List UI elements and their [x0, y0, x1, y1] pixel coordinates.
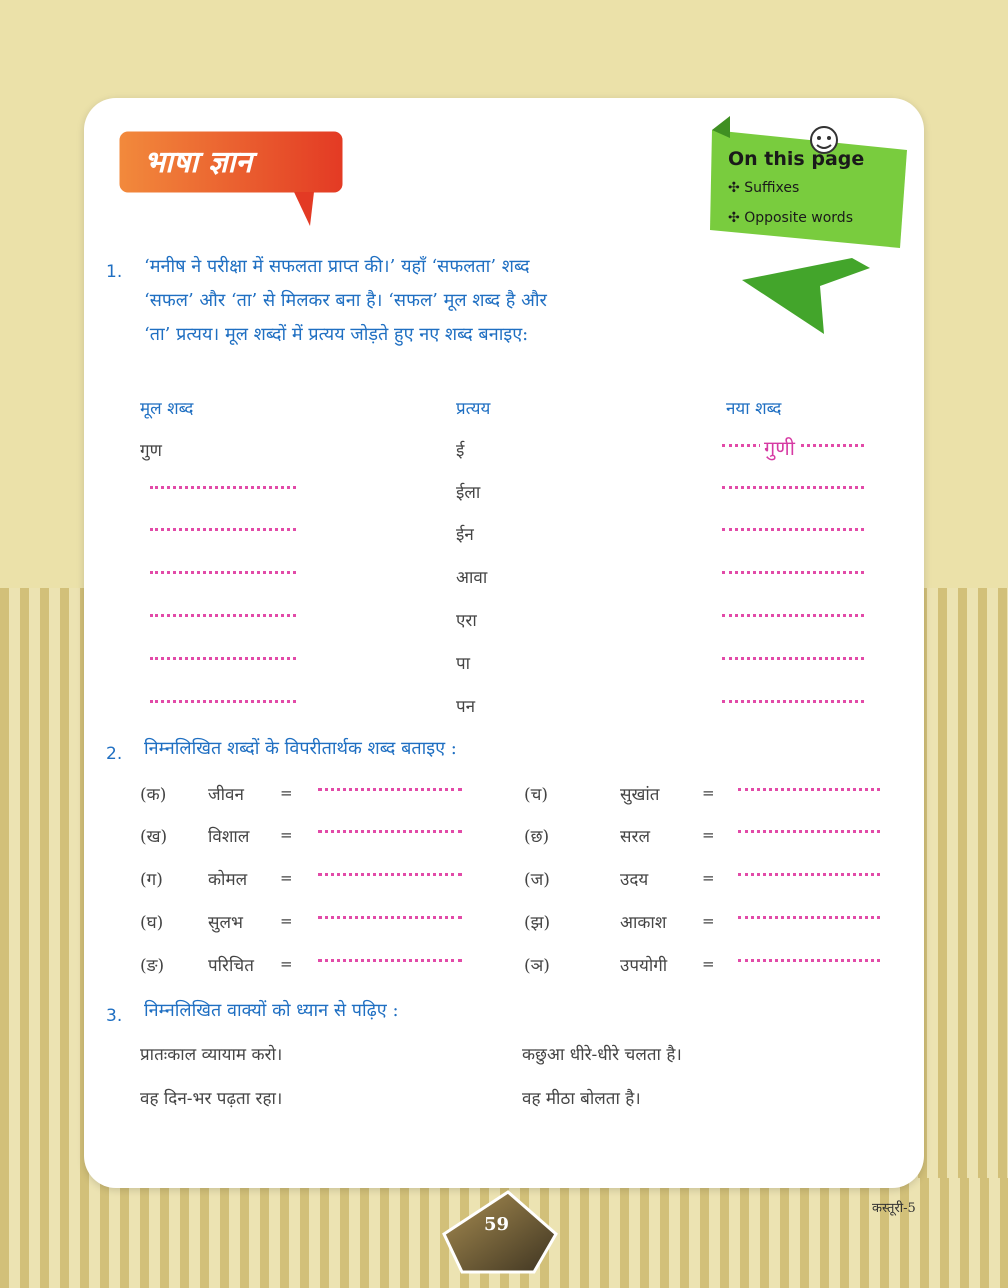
banner-item: ✣ Suffixes	[728, 180, 800, 196]
column-header-root: मूल शब्द	[140, 399, 194, 419]
item-marker: (छ)	[524, 827, 550, 847]
answer-blank[interactable]	[318, 959, 462, 962]
answer-blank[interactable]	[738, 916, 880, 919]
equals-sign: =	[702, 784, 715, 802]
section-title: भाषा ज्ञान	[144, 145, 253, 180]
answer-blank[interactable]	[150, 571, 296, 574]
item-word: विशाल	[208, 827, 250, 847]
item-marker: (ङ)	[140, 956, 165, 976]
book-name: कस्तूरी-5	[872, 1201, 916, 1216]
equals-sign: =	[280, 826, 293, 844]
question-text: ‘सफल’ और ‘ता’ से मिलकर बना है। ‘सफल’ मूल शब्द है और	[144, 290, 547, 311]
sentence: प्रातःकाल व्यायाम करो।	[140, 1045, 283, 1065]
answer-blank[interactable]	[738, 788, 880, 791]
suffix: ईला	[456, 483, 481, 503]
equals-sign: =	[280, 912, 293, 930]
item-marker: (ज)	[524, 870, 550, 890]
item-marker: (ञ)	[524, 956, 550, 976]
answer-blank[interactable]	[738, 959, 880, 962]
banner-item: ✣ Opposite words	[728, 210, 853, 226]
item-word: उदय	[620, 870, 649, 890]
answer-blank[interactable]	[150, 486, 296, 489]
item-marker: (झ)	[524, 913, 551, 933]
equals-sign: =	[702, 869, 715, 887]
sentence: कछुआ धीरे-धीरे चलता है।	[522, 1045, 682, 1065]
equals-sign: =	[280, 869, 293, 887]
answer-blank[interactable]	[150, 528, 296, 531]
suffix: पा	[456, 654, 471, 674]
item-word: जीवन	[208, 785, 244, 805]
suffix: ई	[456, 441, 465, 461]
equals-sign: =	[702, 826, 715, 844]
equals-sign: =	[702, 912, 715, 930]
question-number: 1.	[106, 262, 123, 282]
answer-blank[interactable]	[150, 614, 296, 617]
answer-blank[interactable]	[738, 830, 880, 833]
answer-blank[interactable]	[318, 873, 462, 876]
question-number: 3.	[106, 1006, 123, 1026]
item-word: सुलभ	[208, 913, 243, 933]
sentence: वह मीठा बोलता है।	[522, 1089, 641, 1109]
item-word: सुखांत	[620, 785, 660, 805]
page-number: 59	[484, 1214, 510, 1235]
banner-heading: On this page	[728, 148, 865, 170]
item-marker: (घ)	[140, 913, 164, 933]
answer-blank[interactable]	[318, 788, 462, 791]
item-marker: (क)	[140, 785, 167, 805]
equals-sign: =	[280, 784, 293, 802]
answer-blank[interactable]	[722, 700, 864, 703]
item-word: उपयोगी	[620, 956, 668, 976]
item-word: परिचित	[208, 956, 254, 976]
question-number: 2.	[106, 744, 123, 764]
item-word: सरल	[620, 827, 650, 847]
answer-blank[interactable]	[722, 486, 864, 489]
equals-sign: =	[280, 955, 293, 973]
root-word: गुण	[140, 441, 162, 461]
question-text: ‘ता’ प्रत्यय। मूल शब्दों में प्रत्यय जोड़ते हुए नए शब्द बनाइए:	[144, 324, 529, 345]
answer-blank[interactable]	[150, 657, 296, 660]
item-word: कोमल	[208, 870, 248, 890]
column-header-new-word: नया शब्द	[726, 399, 782, 419]
suffix: आवा	[456, 568, 488, 588]
question-text: निम्नलिखित शब्दों के विपरीतार्थक शब्द बताइए :	[144, 738, 457, 759]
suffix: एरा	[456, 611, 477, 631]
answer-blank[interactable]	[722, 528, 864, 531]
suffix: पन	[456, 697, 476, 717]
answer-blank[interactable]	[318, 830, 462, 833]
item-marker: (च)	[524, 785, 549, 805]
suffix: ईन	[456, 525, 474, 545]
example-answer: गुणी	[760, 434, 799, 461]
question-text: निम्नलिखित वाक्यों को ध्यान से पढ़िए :	[144, 1000, 399, 1021]
equals-sign: =	[702, 955, 715, 973]
sentence: वह दिन-भर पढ़ता रहा।	[140, 1089, 283, 1109]
worksheet-card	[84, 98, 924, 1188]
answer-blank[interactable]	[722, 571, 864, 574]
question-text: ‘मनीष ने परीक्षा में सफलता प्राप्त की।’ यहाँ ‘सफलता’ शब्द	[144, 256, 530, 277]
answer-blank[interactable]	[150, 700, 296, 703]
answer-blank[interactable]	[722, 614, 864, 617]
answer-blank[interactable]	[318, 916, 462, 919]
item-word: आकाश	[620, 913, 667, 933]
item-marker: (ख)	[140, 827, 168, 847]
column-header-suffix: प्रत्यय	[456, 399, 491, 419]
answer-blank[interactable]	[738, 873, 880, 876]
item-marker: (ग)	[140, 870, 163, 890]
answer-blank[interactable]	[722, 657, 864, 660]
